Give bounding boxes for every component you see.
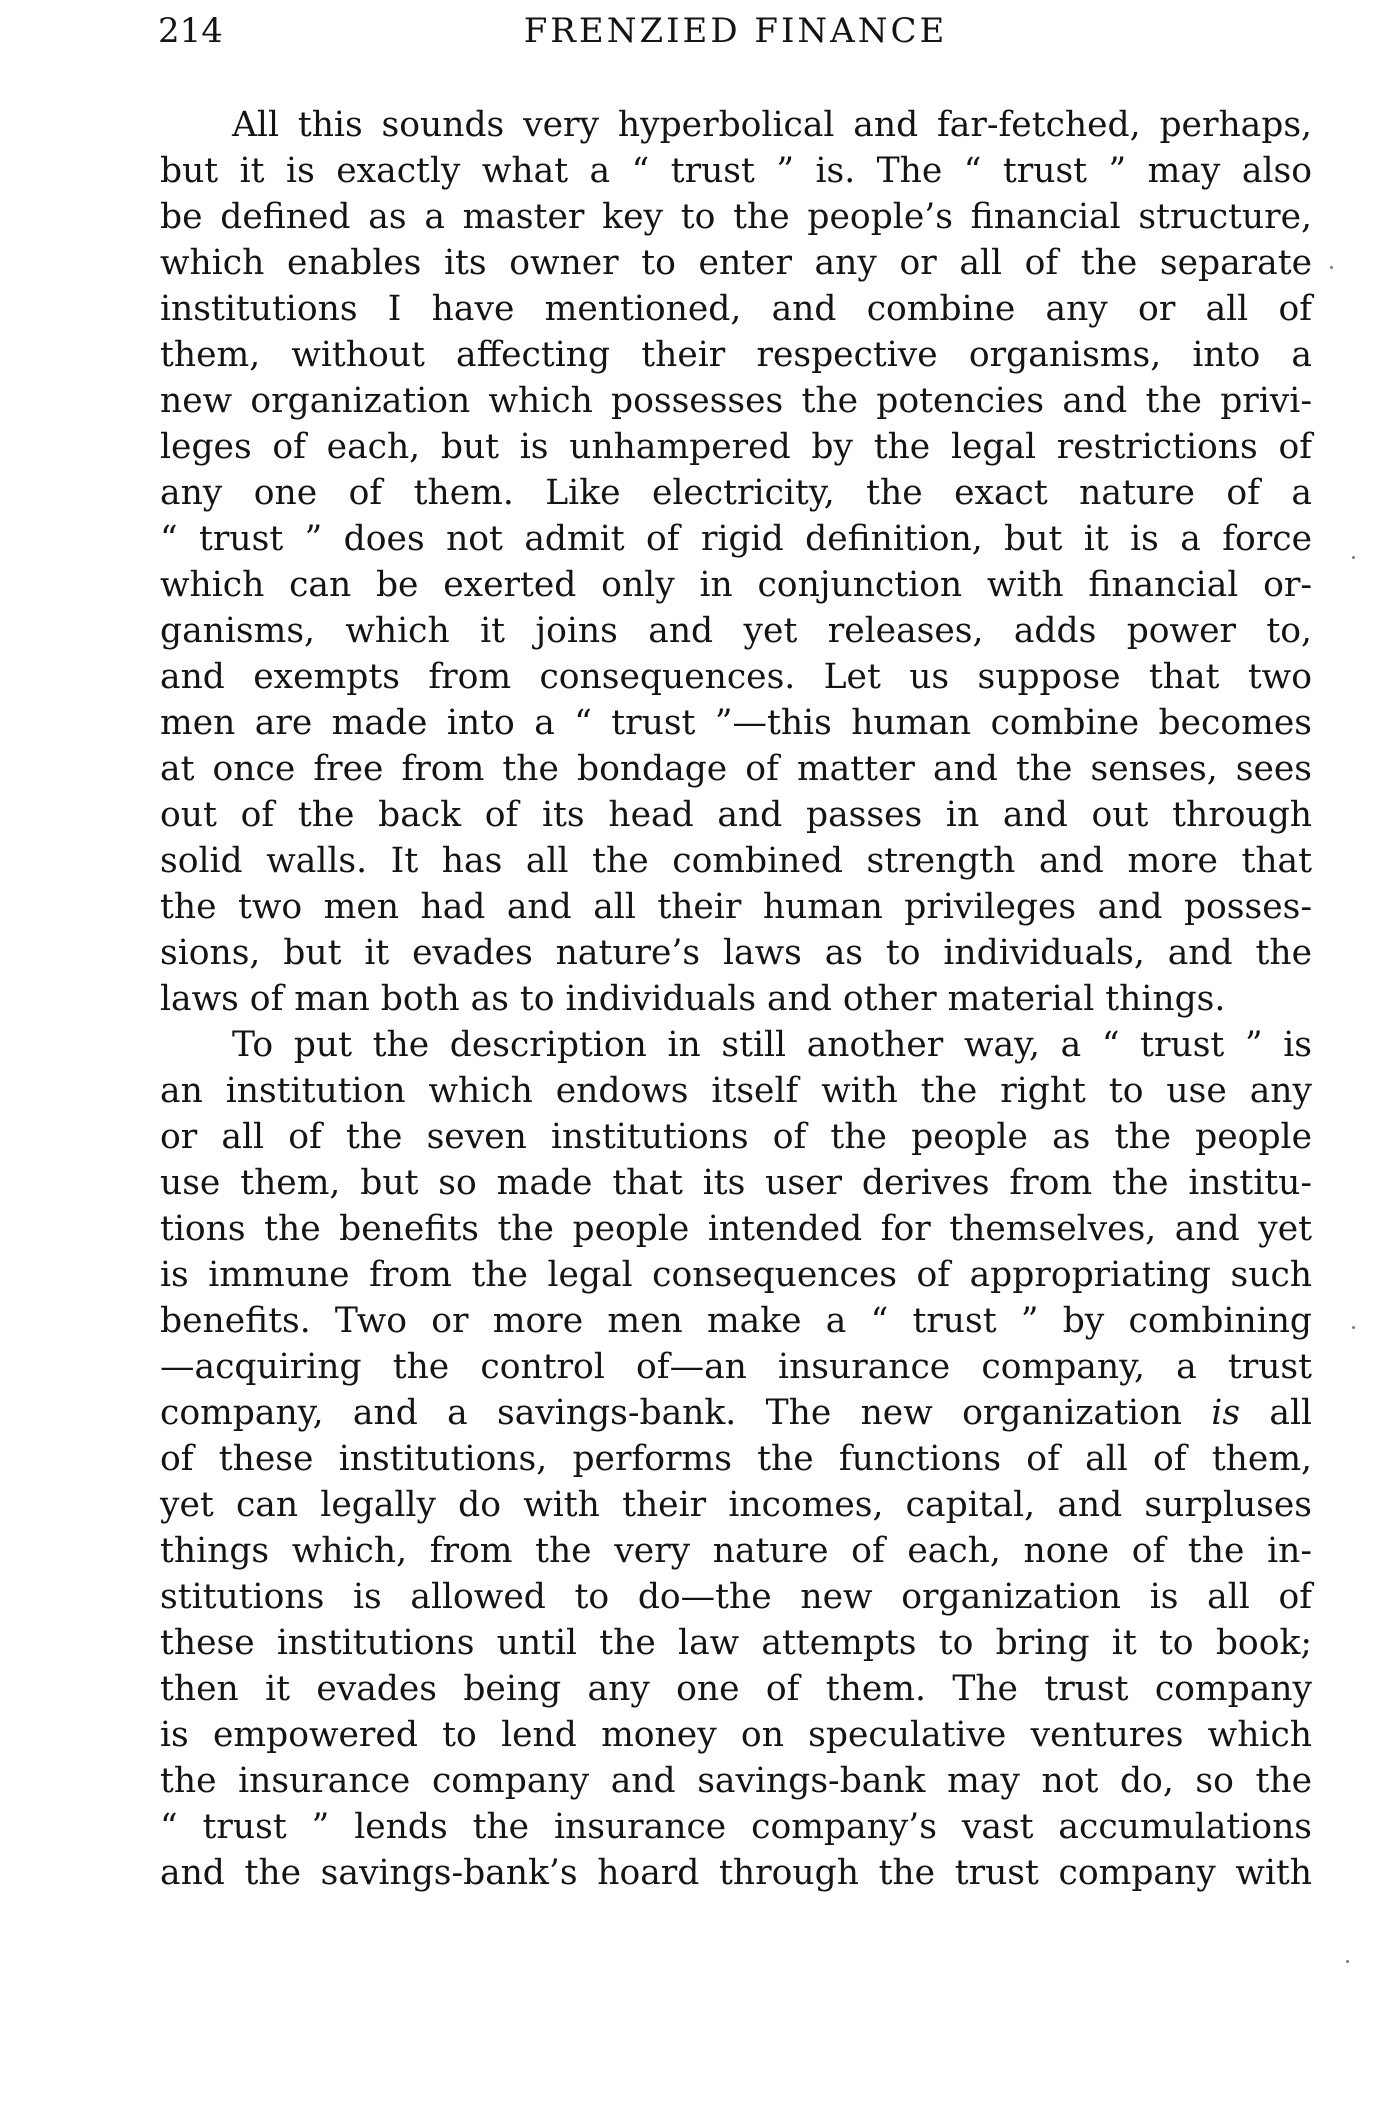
text-line-with-emphasis — [160, 1390, 1312, 1436]
text-line: the insurance company and savings-bank may not do, so the — [160, 1761, 1312, 1801]
text-line: things which, from the very nature of each, none of the in- — [160, 1531, 1312, 1571]
text-line: but it is exactly what a “ trust ” is. The “ trust ” may also — [160, 151, 1312, 191]
page-number: 214 — [158, 11, 223, 51]
page-header — [158, 6, 1313, 56]
text-line: at once free from the bondage of matter and the senses, sees — [160, 749, 1312, 789]
text-line: these institutions until the law attempts to bring it to book; — [160, 1623, 1312, 1663]
text-segment: company, and a savings-bank. The new organization — [160, 1393, 1182, 1433]
text-line: yet can legally do with their incomes, capital, and surpluses — [160, 1485, 1312, 1525]
text-line: an institution which endows itself with the right to use any — [160, 1071, 1312, 1111]
text-line: any one of them. Like electricity, the exact nature of a — [160, 473, 1312, 513]
text-line: ganisms, which it joins and yet releases, adds power to, — [160, 611, 1312, 651]
text-line: To put the description in still another way, a “ trust ” is — [232, 1025, 1312, 1065]
text-line: stitutions is allowed to do—the new organization is all of — [160, 1577, 1312, 1617]
text-line: men are made into a “ trust ”—this human combine becomes — [160, 703, 1312, 743]
text-line: —acquiring the control of—an insurance company, a trust — [160, 1347, 1312, 1387]
text-line: leges of each, but is unhampered by the legal restrictions of — [160, 427, 1312, 467]
text-line: which enables its owner to enter any or all of the separate — [160, 243, 1312, 283]
text-line: institutions I have mentioned, and combine any or all of — [160, 289, 1312, 329]
text-line: of these institutions, performs the functions of all of them, — [160, 1439, 1312, 1479]
text-line: is immune from the legal consequences of appropriating such — [160, 1255, 1312, 1295]
text-line: or all of the seven institutions of the people as the people — [160, 1117, 1312, 1157]
print-speck — [1352, 556, 1355, 559]
text-line: solid walls. It has all the combined strength and more that — [160, 841, 1312, 881]
text-line: “ trust ” lends the insurance company’s vast accumulations — [160, 1807, 1312, 1847]
emphasis-word: is — [1211, 1393, 1241, 1433]
print-speck — [1346, 1960, 1349, 1963]
text-line: them, without affecting their respective organisms, into a — [160, 335, 1312, 375]
text-line: which can be exerted only in conjunction with financial or- — [160, 565, 1312, 605]
text-segment: all — [1269, 1393, 1313, 1433]
text-line: benefits. Two or more men make a “ trust ” by combining — [160, 1301, 1312, 1341]
print-speck — [1330, 266, 1333, 269]
text-line: out of the back of its head and passes in and out through — [160, 795, 1312, 835]
text-line: then it evades being any one of them. The trust company — [160, 1669, 1312, 1709]
text-line: All this sounds very hyperbolical and far-fetched, perhaps, — [232, 105, 1312, 145]
print-speck — [1352, 1326, 1355, 1329]
text-line: new organization which possesses the potencies and the privi- — [160, 381, 1312, 421]
text-line: use them, but so made that its user derives from the institu- — [160, 1163, 1312, 1203]
text-line: be defined as a master key to the people’s financial structure, — [160, 197, 1312, 237]
body-text — [160, 102, 1312, 1896]
text-line: sions, but it evades nature’s laws as to individuals, and the — [160, 933, 1312, 973]
text-line: the two men had and all their human privileges and posses- — [160, 887, 1312, 927]
text-line: and the savings-bank’s hoard through the trust company with — [160, 1853, 1312, 1893]
text-line: laws of man both as to individuals and other material things. — [160, 979, 1226, 1019]
running-title: FRENZIED FINANCE — [523, 11, 948, 51]
text-line: tions the benefits the people intended for themselves, and yet — [160, 1209, 1312, 1249]
text-line: is empowered to lend money on speculative ventures which — [160, 1715, 1312, 1755]
text-line: and exempts from consequences. Let us suppose that two — [160, 657, 1312, 697]
text-line: “ trust ” does not admit of rigid definition, but it is a force — [160, 519, 1312, 559]
